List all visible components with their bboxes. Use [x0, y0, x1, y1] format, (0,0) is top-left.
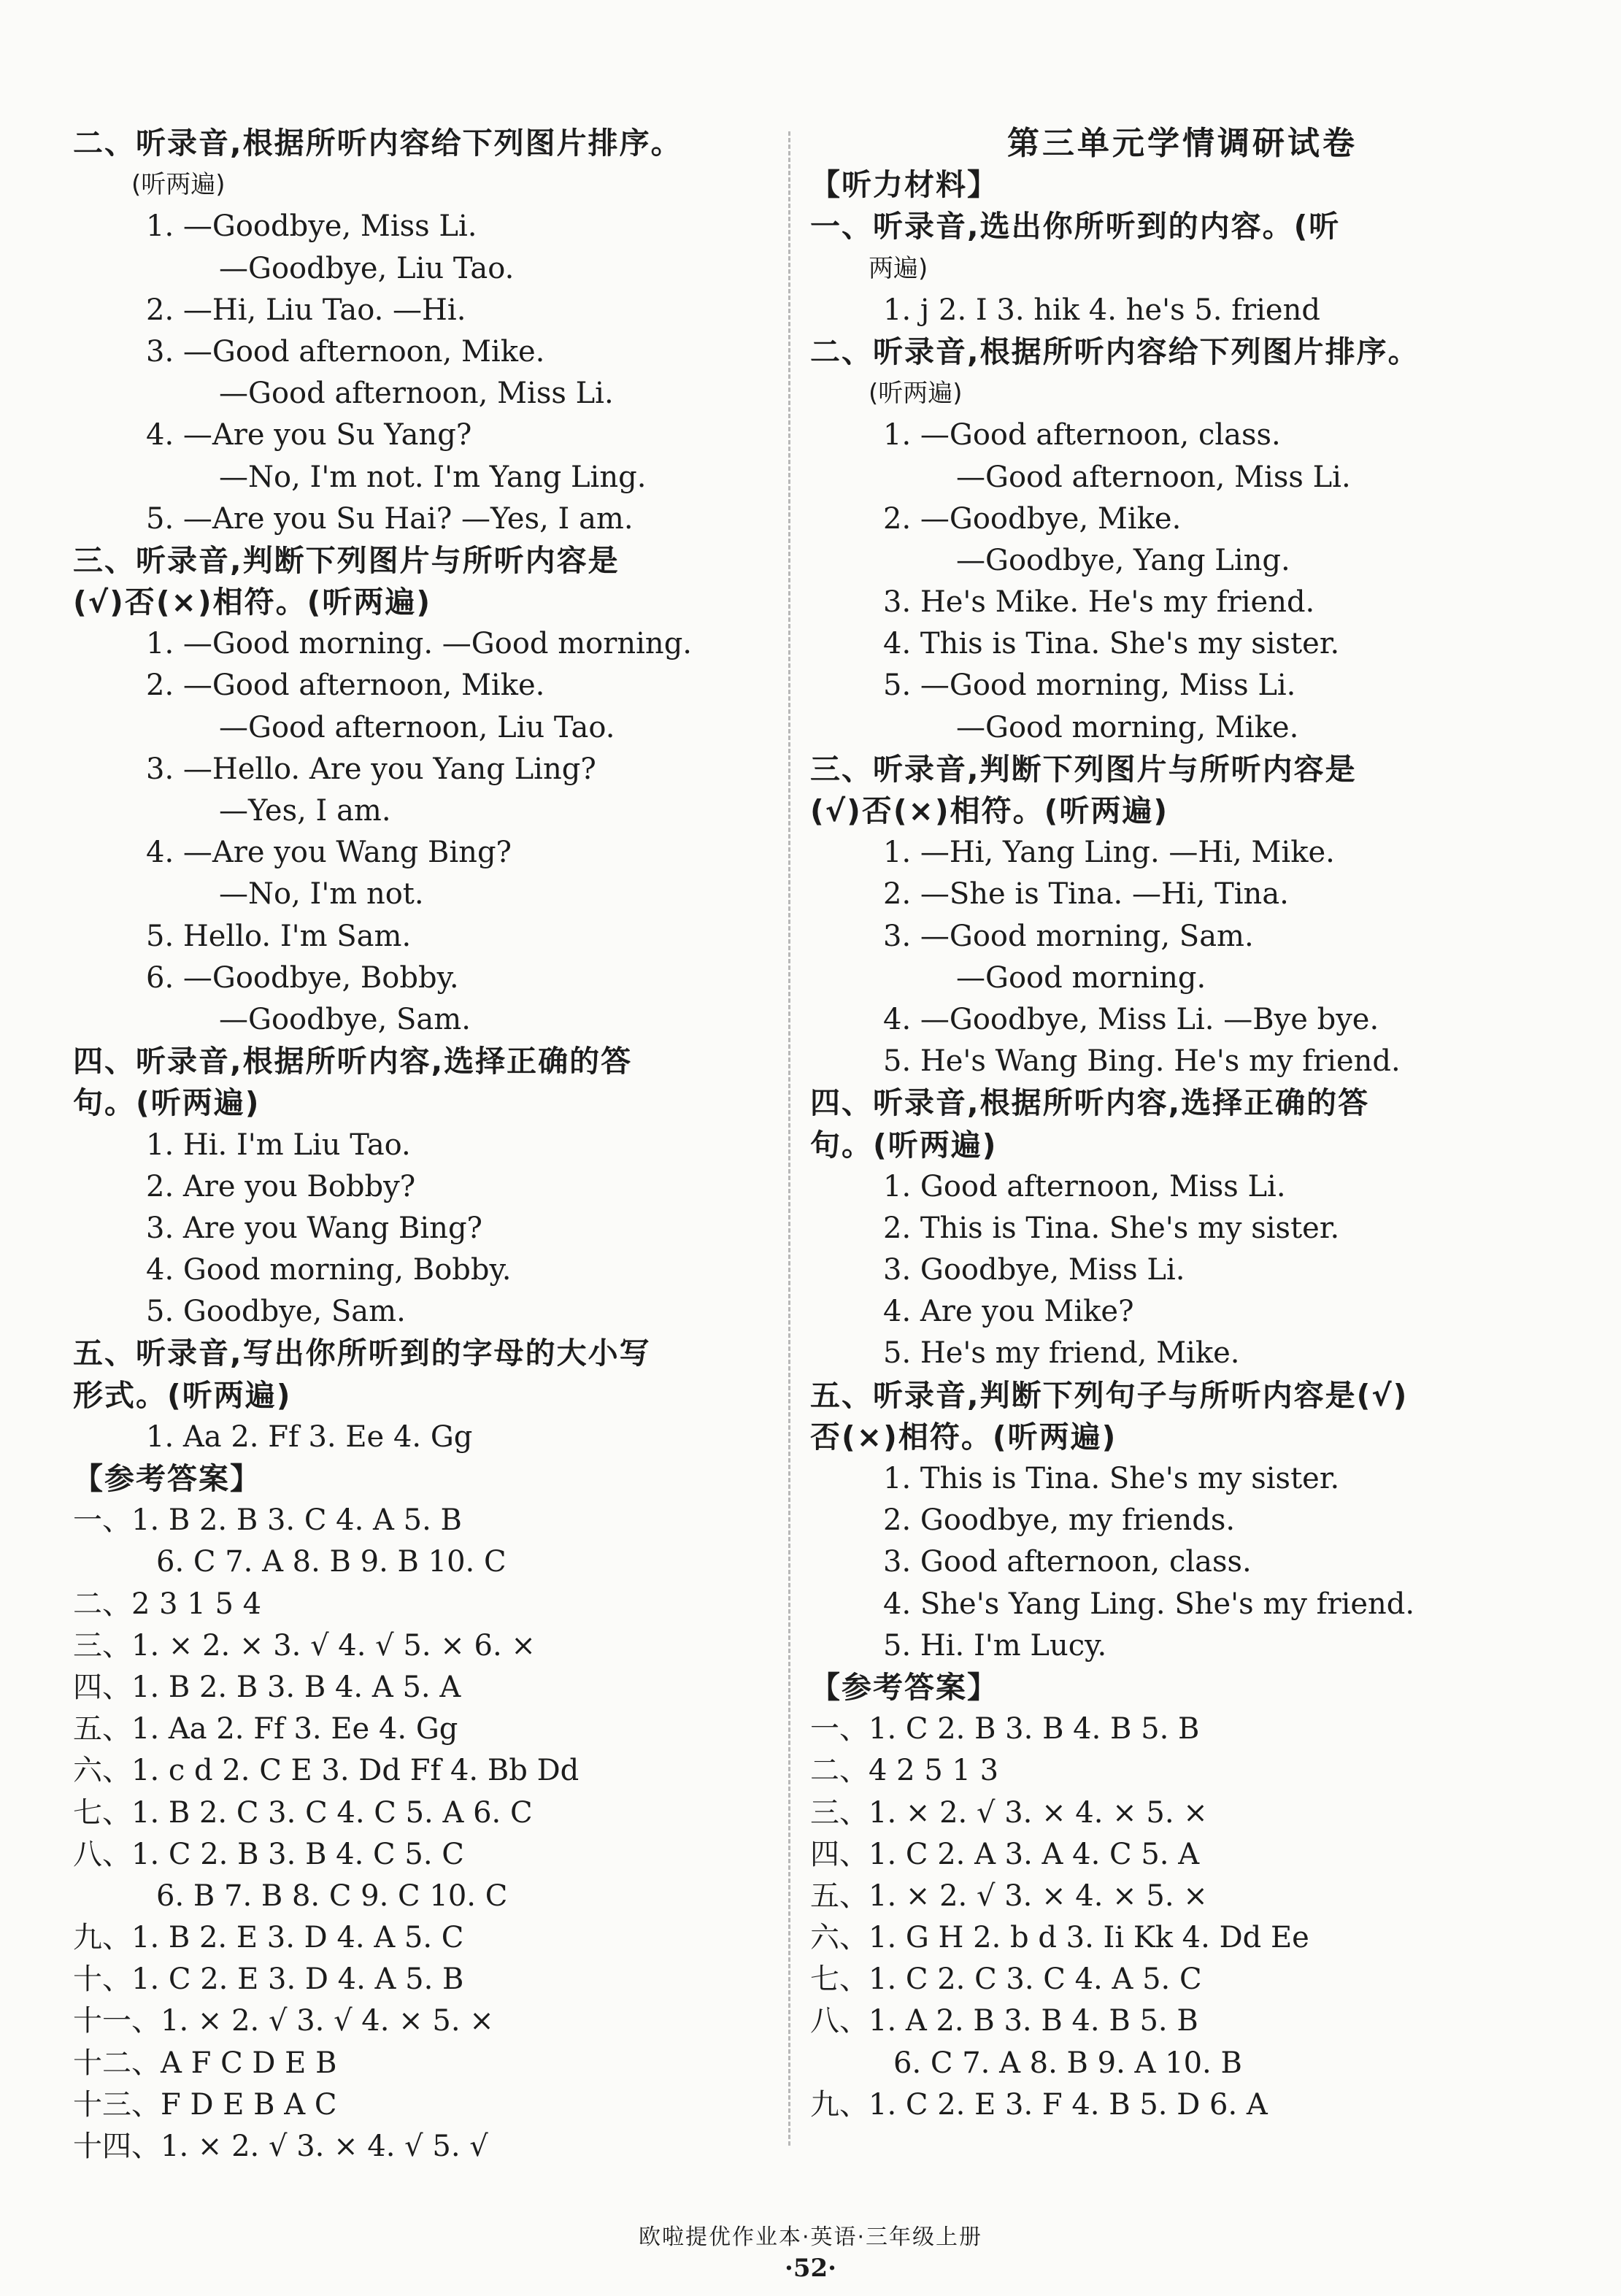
- right-line-item: 5. He's my friend, Mike.: [883, 1336, 1240, 1371]
- left-line-cont: —Good afternoon, Miss Li.: [219, 377, 614, 411]
- left-line-item: 4. —Are you Wang Bing?: [146, 836, 512, 870]
- right-line-ans: 一、1. C 2. B 3. B 4. B 5. B: [810, 1712, 1200, 1746]
- right-line-ans: 九、1. C 2. E 3. F 4. B 5. D 6. A: [810, 2087, 1268, 2122]
- left-line-cont: —Yes, I am.: [219, 794, 391, 828]
- right-line-head: 【参考答案】: [810, 1669, 998, 1705]
- left-line-item: 1. —Good morning. —Good morning.: [146, 627, 693, 661]
- left-line-head: 五、听录音,写出你所听到的字母的大小写: [73, 1336, 651, 1371]
- right-line-ans: 三、1. × 2. √ 3. × 4. × 5. ×: [810, 1795, 1208, 1830]
- left-line-ans: 十一、1. × 2. √ 3. √ 4. × 5. ×: [73, 2004, 494, 2038]
- right-line-item: 5. —Good morning, Miss Li.: [883, 669, 1296, 703]
- left-line-sub: (听两遍): [131, 170, 226, 200]
- right-line-head: 三、听录音,判断下列图片与所听内容是: [810, 751, 1357, 787]
- left-line-item: 6. —Goodbye, Bobby.: [146, 960, 459, 995]
- right-line-item: 4. This is Tina. She's my sister.: [883, 627, 1340, 661]
- right-line-item: 3. Goodbye, Miss Li.: [883, 1253, 1185, 1287]
- section-title: 第三单元学情调研试卷: [1007, 125, 1358, 162]
- right-line-head: 句。(听两遍): [810, 1127, 998, 1163]
- right-line-cont: —Goodbye, Yang Ling.: [956, 543, 1290, 577]
- left-line-head: 二、听录音,根据所听内容给下列图片排序。: [73, 126, 682, 161]
- page-number: ·52·: [785, 2254, 836, 2283]
- left-line-ans: 十二、A F C D E B: [73, 2046, 337, 2080]
- right-line-head: 二、听录音,根据所听内容给下列图片排序。: [810, 334, 1420, 369]
- left-line-ansc: 6. C 7. A 8. B 9. B 10. C: [156, 1545, 507, 1579]
- left-line-head: 【参考答案】: [73, 1461, 261, 1496]
- right-line-ans: 二、4 2 5 1 3: [810, 1754, 999, 1788]
- right-line-item: 2. —Goodbye, Mike.: [883, 501, 1182, 536]
- right-line-item: 4. Are you Mike?: [883, 1295, 1134, 1329]
- column-divider: [788, 131, 790, 2146]
- right-line-item: 3. He's Mike. He's my friend.: [883, 585, 1315, 620]
- right-line-ans: 五、1. × 2. √ 3. × 4. × 5. ×: [810, 1879, 1208, 1913]
- left-line-ans: 二、2 3 1 5 4: [73, 1587, 262, 1621]
- left-line-ans: 九、1. B 2. E 3. D 4. A 5. C: [73, 1921, 464, 1955]
- left-line-item: 3. Are you Wang Bing?: [146, 1211, 482, 1245]
- left-line-ans: 七、1. B 2. C 3. C 4. C 5. A 6. C: [73, 1795, 533, 1830]
- left-line-head: 三、听录音,判断下列图片与所听内容是: [73, 542, 620, 578]
- right-line-ans: 四、1. C 2. A 3. A 4. C 5. A: [810, 1837, 1200, 1871]
- left-line-item: 2. —Good afternoon, Mike.: [146, 669, 545, 703]
- left-line-ans: 八、1. C 2. B 3. B 4. C 5. C: [73, 1837, 464, 1871]
- left-line-item: 3. —Hello. Are you Yang Ling?: [146, 752, 596, 786]
- left-line-item: 2. Are you Bobby?: [146, 1169, 416, 1203]
- right-line-item: 1. This is Tina. She's my sister.: [883, 1462, 1340, 1495]
- footer-series: 欧啦提优作业本·英语·三年级上册: [638, 2224, 983, 2250]
- right-line-ans: 七、1. C 2. C 3. C 4. A 5. C: [810, 1962, 1202, 1997]
- right-line-cont: —Good morning, Mike.: [956, 710, 1299, 744]
- left-line-item: 5. Goodbye, Sam.: [146, 1295, 406, 1329]
- right-line-item: 2. Goodbye, my friends.: [883, 1503, 1236, 1538]
- left-line-item: 4. Good morning, Bobby.: [146, 1253, 512, 1287]
- left-line-ans: 三、1. × 2. × 3. √ 4. √ 5. × 6. ×: [73, 1628, 536, 1663]
- left-column: [73, 123, 774, 2168]
- right-line-sub: 两遍): [869, 253, 928, 283]
- right-line-item: 5. Hi. I'm Lucy.: [883, 1628, 1107, 1663]
- right-lines: [810, 164, 1555, 2126]
- right-line-item: 1. j 2. I 3. hik 4. he's 5. friend: [883, 293, 1320, 327]
- left-line-head: (√)否(×)相符。(听两遍): [73, 585, 432, 620]
- left-line-item: 1. Hi. I'm Liu Tao.: [146, 1128, 411, 1162]
- left-line-ansc: 6. B 7. B 8. C 9. C 10. C: [156, 1879, 508, 1913]
- right-line-item: 1. Good afternoon, Miss Li.: [883, 1169, 1286, 1203]
- left-line-ans: 一、1. B 2. B 3. C 4. A 5. B: [73, 1503, 462, 1538]
- left-line-cont: —Goodbye, Liu Tao.: [219, 251, 515, 285]
- right-line-item: 4. She's Yang Ling. She's my friend.: [883, 1587, 1415, 1621]
- left-line-item: 4. —Are you Su Yang?: [146, 418, 472, 452]
- right-line-ansc: 6. C 7. A 8. B 9. A 10. B: [893, 2046, 1242, 2080]
- right-line-head: 一、听录音,选出你所听到的内容。(听: [810, 209, 1341, 244]
- left-line-item: 1. —Goodbye, Miss Li.: [146, 209, 477, 244]
- left-line-cont: —No, I'm not.: [219, 877, 424, 912]
- right-line-head: 【听力材料】: [810, 167, 998, 203]
- right-line-item: 4. —Goodbye, Miss Li. —Bye bye.: [883, 1002, 1379, 1036]
- right-line-cont: —Good afternoon, Miss Li.: [956, 460, 1351, 494]
- right-line-ans: 六、1. G H 2. b d 3. Ii Kk 4. Dd Ee: [810, 1921, 1309, 1955]
- right-column: [810, 123, 1555, 2126]
- left-line-item: 3. —Good afternoon, Mike.: [146, 334, 545, 369]
- left-line-ans: 十三、F D E B A C: [73, 2087, 337, 2122]
- right-line-item: 2. This is Tina. She's my sister.: [883, 1211, 1340, 1245]
- right-line-sub: (听两遍): [869, 379, 963, 409]
- right-line-head: (√)否(×)相符。(听两遍): [810, 793, 1169, 828]
- right-line-cont: —Good morning.: [956, 960, 1206, 995]
- left-line-item: 5. —Are you Su Hai? —Yes, I am.: [146, 501, 634, 536]
- right-line-head: 五、听录音,判断下列句子与所听内容是(√): [810, 1377, 1409, 1413]
- left-line-item: 1. Aa 2. Ff 3. Ee 4. Gg: [146, 1419, 473, 1454]
- left-line-head: 形式。(听两遍): [73, 1377, 292, 1413]
- left-line-item: 2. —Hi, Liu Tao. —Hi.: [146, 293, 466, 327]
- right-line-item: 2. —She is Tina. —Hi, Tina.: [883, 877, 1289, 912]
- left-line-item: 5. Hello. I'm Sam.: [146, 919, 412, 953]
- left-line-cont: —Good afternoon, Liu Tao.: [219, 710, 615, 744]
- right-line-item: 3. —Good morning, Sam.: [883, 919, 1254, 953]
- right-line-item: 3. Good afternoon, class.: [883, 1545, 1252, 1579]
- right-line-item: 5. He's Wang Bing. He's my friend.: [883, 1044, 1401, 1079]
- right-line-item: 1. —Good afternoon, class.: [883, 418, 1281, 452]
- left-line-ans: 四、1. B 2. B 3. B 4. A 5. A: [73, 1670, 461, 1704]
- left-line-head: 句。(听两遍): [73, 1085, 261, 1121]
- left-line-ans: 十、1. C 2. E 3. D 4. A 5. B: [73, 1962, 464, 1997]
- left-line-cont: —Goodbye, Sam.: [219, 1002, 471, 1036]
- left-line-cont: —No, I'm not. I'm Yang Ling.: [219, 460, 647, 494]
- left-line-head: 四、听录音,根据所听内容,选择正确的答: [73, 1044, 633, 1079]
- right-line-ans: 八、1. A 2. B 3. B 4. B 5. B: [810, 2004, 1198, 2038]
- left-line-ans: 十四、1. × 2. √ 3. × 4. √ 5. √: [73, 2130, 488, 2163]
- left-line-ans: 六、1. c d 2. C E 3. Dd Ff 4. Bb Dd: [73, 1754, 580, 1788]
- right-line-head: 四、听录音,根据所听内容,选择正确的答: [810, 1085, 1370, 1121]
- left-line-ans: 五、1. Aa 2. Ff 3. Ee 4. Gg: [73, 1712, 458, 1746]
- right-line-head: 否(×)相符。(听两遍): [810, 1419, 1117, 1455]
- right-line-item: 1. —Hi, Yang Ling. —Hi, Mike.: [883, 836, 1335, 870]
